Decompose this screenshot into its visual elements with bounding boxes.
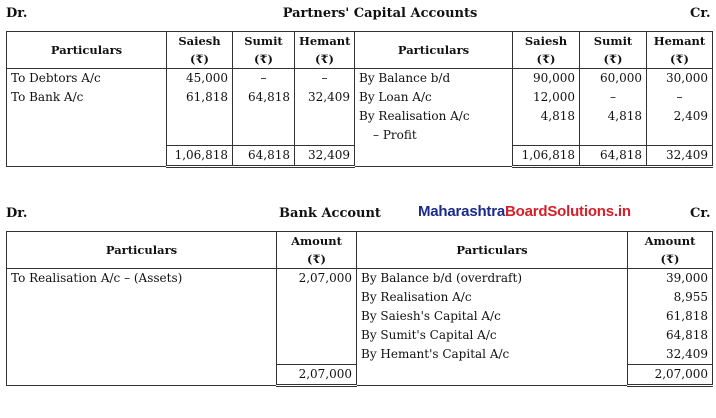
debit-value: – <box>295 69 355 89</box>
credit-label: – Profit <box>355 126 513 146</box>
credit-value: 32,409 <box>628 345 713 365</box>
credit-label: By Realisation A/c <box>355 107 513 126</box>
capital-account-title: Partners' Capital Accounts <box>282 6 478 21</box>
table-row <box>7 69 713 89</box>
bank-account-title: Bank Account <box>279 206 381 221</box>
credit-value: – <box>580 88 647 107</box>
credit-label: By Balance b/d <box>355 69 513 89</box>
table-row <box>7 326 713 345</box>
debit-value: 45,000 <box>167 69 233 89</box>
capital-dr-label: Dr. <box>6 6 28 21</box>
capital-credit-p3-header: Hemant (₹) <box>647 32 713 69</box>
table-row <box>7 126 713 146</box>
debit-value: 61,818 <box>167 88 233 107</box>
bank-cr-label: Cr. <box>690 206 711 221</box>
capital-total-row <box>7 146 713 167</box>
credit-label: By Balance b/d (overdraft) <box>357 269 628 289</box>
credit-value: 39,000 <box>628 269 713 289</box>
debit-label: To Realisation A/c – (Assets) <box>7 269 277 289</box>
total-value: 1,06,818 <box>513 146 580 167</box>
credit-label: By Realisation A/c <box>357 288 628 307</box>
credit-value: 30,000 <box>647 69 713 89</box>
credit-value: – <box>647 88 713 107</box>
table-row <box>7 269 713 289</box>
credit-value: 4,818 <box>513 107 580 126</box>
debit-value: 32,409 <box>295 88 355 107</box>
debit-value: 2,07,000 <box>277 269 357 289</box>
table-row <box>7 288 713 307</box>
total-value: 64,818 <box>233 146 295 167</box>
table-row <box>7 345 713 365</box>
credit-value: 8,955 <box>628 288 713 307</box>
credit-label: By Hemant's Capital A/c <box>357 345 628 365</box>
total-value: 32,409 <box>295 146 355 167</box>
bank-account-table <box>6 231 713 387</box>
capital-credit-p1-header: Saiesh (₹) <box>513 32 580 69</box>
capital-debit-p3-header: Hemant (₹) <box>295 32 355 69</box>
capital-debit-p2-header: Sumit (₹) <box>233 32 295 69</box>
debit-value: – <box>233 69 295 89</box>
table-row <box>7 88 713 107</box>
table-row <box>7 307 713 326</box>
total-value: 2,07,000 <box>277 365 357 386</box>
total-value: 2,07,000 <box>628 365 713 386</box>
credit-value: 90,000 <box>513 69 580 89</box>
debit-label: To Debtors A/c <box>7 69 167 89</box>
table-row <box>7 107 713 126</box>
credit-value: 4,818 <box>580 107 647 126</box>
capital-debit-particulars-header: Particulars <box>7 32 167 69</box>
bank-header-row <box>7 232 713 269</box>
capital-credit-p2-header: Sumit (₹) <box>580 32 647 69</box>
total-value: 64,818 <box>580 146 647 167</box>
capital-debit-p1-header: Saiesh (₹) <box>167 32 233 69</box>
debit-label: To Bank A/c <box>7 88 167 107</box>
credit-value: 60,000 <box>580 69 647 89</box>
credit-value: 61,818 <box>628 307 713 326</box>
bank-debit-amount-header: Amount (₹) <box>277 232 357 269</box>
bank-dr-label: Dr. <box>6 206 28 221</box>
capital-credit-particulars-header: Particulars <box>355 32 513 69</box>
credit-value: 2,409 <box>647 107 713 126</box>
debit-value: 64,818 <box>233 88 295 107</box>
total-value: 1,06,818 <box>167 146 233 167</box>
bank-credit-particulars-header: Particulars <box>357 232 628 269</box>
total-value: 32,409 <box>647 146 713 167</box>
bank-debit-particulars-header: Particulars <box>7 232 277 269</box>
capital-cr-label: Cr. <box>690 6 711 21</box>
credit-label: By Sumit's Capital A/c <box>357 326 628 345</box>
bank-total-row <box>7 365 713 386</box>
credit-value: 64,818 <box>628 326 713 345</box>
credit-label: By Loan A/c <box>355 88 513 107</box>
capital-account-table <box>6 31 713 168</box>
bank-credit-amount-header: Amount (₹) <box>628 232 713 269</box>
credit-label: By Saiesh's Capital A/c <box>357 307 628 326</box>
capital-header-row <box>7 32 713 69</box>
watermark-logo: MaharashtraBoardSolutions.in <box>418 203 631 220</box>
credit-value: 12,000 <box>513 88 580 107</box>
